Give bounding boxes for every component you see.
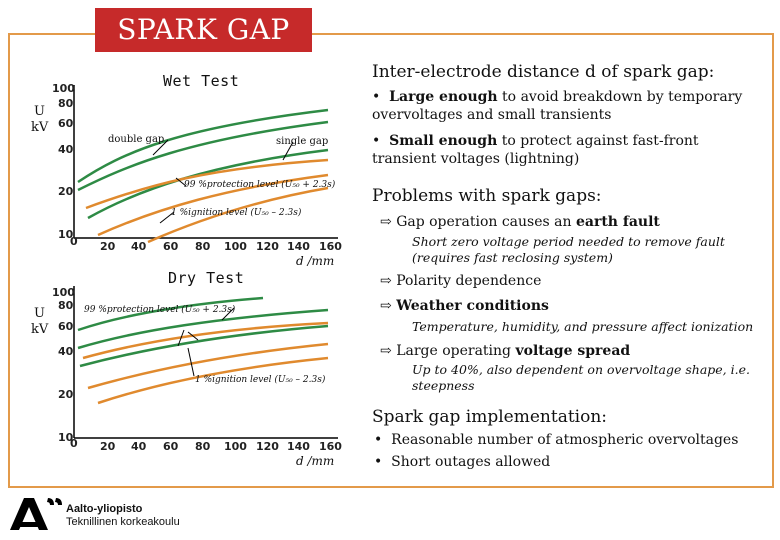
wet-xtick-100: 100 (224, 240, 247, 253)
wet-xtick-60: 60 (163, 240, 179, 253)
dry-xtick-160: 160 (319, 440, 342, 453)
problems-heading: Problems with spark gaps: (372, 186, 602, 206)
implementation-bullet-2-text: Short outages allowed (391, 454, 551, 470)
dry-test-chart (28, 268, 358, 473)
arrow-icon: ⇨ (380, 343, 397, 359)
dry-ylabel-u: U (34, 306, 45, 321)
bullet-dot: • (374, 432, 392, 448)
wet-x-unit: d /mm (296, 254, 335, 268)
logo-line-2: Teknillinen korkeakoulu (66, 516, 180, 528)
small-enough-rest: to protect against fast-front transient voltages (lightning) (372, 133, 699, 167)
wet-ylabel-unit: kV (31, 120, 49, 135)
wet-xtick-80: 80 (195, 240, 211, 253)
small-enough-strong: Small enough (389, 133, 498, 149)
problem-4 (380, 343, 630, 359)
dry-label-ignition: 1 %ignition level (U₅₀ – 2.3s) (195, 375, 326, 385)
bullet-dot: • (372, 133, 390, 149)
aalto-logo-text (66, 503, 180, 529)
problem-1-text: Gap operation causes an (396, 214, 576, 230)
arrow-icon: ⇨ (380, 214, 397, 230)
wet-chart-title: Wet Test (163, 72, 240, 90)
wet-label-double-gap: double gap (108, 134, 165, 145)
dry-ytick-60: 60 (58, 320, 74, 333)
bullet-dot: • (372, 89, 390, 105)
dry-label-protection: 99 %protection level (U₅₀ + 2.3s) (84, 305, 236, 315)
implementation-heading: Spark gap implementation: (372, 407, 608, 427)
wet-label-ignition: 1 %ignition level (U₅₀ – 2.3s) (171, 208, 302, 218)
wet-xtick-0: 0 (70, 235, 78, 248)
bullet-dot: • (374, 454, 392, 470)
dry-ytick-10: 10 (58, 431, 74, 444)
problem-4-text: Large operating (396, 343, 516, 359)
dry-ytick-40: 40 (58, 345, 74, 358)
problem-2-text: Polarity dependence (396, 273, 542, 289)
implementation-bullet-1 (374, 431, 738, 449)
slide-title: SPARK GAP (95, 8, 312, 52)
dry-xtick-80: 80 (195, 440, 211, 453)
wet-xtick-20: 20 (100, 240, 116, 253)
wet-ytick-100: 100 (52, 82, 75, 95)
inter-electrode-bullet-2 (372, 132, 762, 168)
problem-1-sub: Short zero voltage period needed to remove fault (requires fast reclosing system) (412, 234, 725, 265)
implementation-bullet-2 (374, 453, 550, 471)
dry-xtick-100: 100 (224, 440, 247, 453)
problem-3-sub: Temperature, humidity, and pressure affect ionization (412, 319, 754, 334)
dry-x-unit: d /mm (296, 454, 335, 468)
wet-ytick-80: 80 (58, 97, 74, 110)
wet-xtick-140: 140 (287, 240, 310, 253)
dry-xtick-120: 120 (256, 440, 279, 453)
dry-ylabel-unit: kV (31, 322, 49, 337)
aalto-logo-icon (8, 496, 62, 532)
problem-2 (380, 273, 541, 289)
wet-ytick-10: 10 (58, 228, 74, 241)
dry-xtick-40: 40 (131, 440, 147, 453)
dry-xtick-0: 0 (70, 437, 78, 450)
dry-xtick-140: 140 (287, 440, 310, 453)
dry-xtick-20: 20 (100, 440, 116, 453)
wet-test-chart (28, 70, 358, 270)
problem-3-strong: Weather conditions (396, 298, 549, 314)
wet-ytick-40: 40 (58, 143, 74, 156)
wet-xtick-160: 160 (319, 240, 342, 253)
wet-xtick-120: 120 (256, 240, 279, 253)
implementation-bullet-1-text: Reasonable number of atmospheric overvoltages (391, 432, 739, 448)
dry-ytick-100: 100 (52, 286, 75, 299)
arrow-icon: ⇨ (380, 298, 397, 314)
large-enough-strong: Large enough (389, 89, 498, 105)
dry-ytick-80: 80 (58, 299, 74, 312)
wet-ylabel-u: U (34, 104, 45, 119)
wet-xtick-40: 40 (131, 240, 147, 253)
inter-electrode-bullet-1 (372, 88, 762, 124)
inter-electrode-heading: Inter-electrode distance d of spark gap: (372, 62, 715, 82)
aalto-logo (8, 496, 62, 536)
wet-ytick-60: 60 (58, 117, 74, 130)
wet-label-single-gap: single gap (276, 136, 329, 147)
wet-ytick-20: 20 (58, 185, 74, 198)
large-enough-rest: to avoid breakdown by temporary overvoltages and small transients (372, 89, 743, 123)
dry-ytick-20: 20 (58, 388, 74, 401)
wet-label-protection: 99 %protection level (U₅₀ + 2.3s) (184, 180, 336, 190)
problem-4-sub: Up to 40%, also dependent on overvoltage shape, i.e. steepness (412, 362, 750, 393)
problem-1 (380, 214, 660, 230)
problem-4-strong: voltage spread (515, 343, 631, 359)
problem-3 (380, 298, 549, 314)
dry-xtick-60: 60 (163, 440, 179, 453)
dry-chart-title: Dry Test (168, 269, 245, 287)
arrow-icon: ⇨ (380, 273, 397, 289)
problem-1-strong: earth fault (575, 214, 660, 230)
logo-line-1: Aalto-yliopisto (66, 503, 143, 515)
